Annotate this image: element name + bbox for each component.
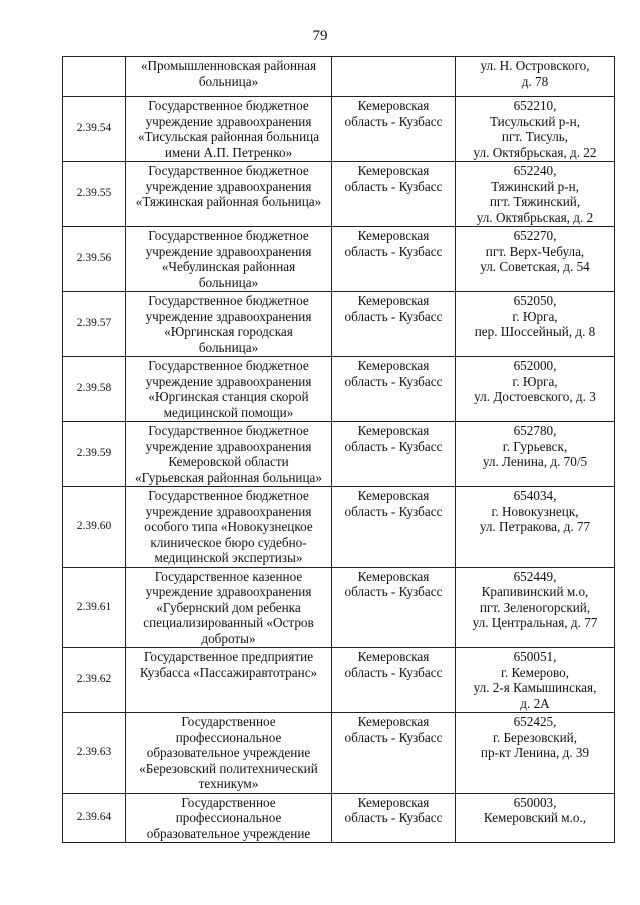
- region-line: Кемеровская: [357, 649, 430, 664]
- organization-name-cell: [126, 357, 332, 422]
- organization-name-line: учреждение здравоохранения: [145, 438, 312, 454]
- organization-name-line: образовательное учреждение: [146, 745, 311, 760]
- address-line: пр-кт Ленина, д. 39: [480, 745, 590, 760]
- region-line: область - Кузбасс: [344, 308, 443, 324]
- region-line: область - Кузбасс: [344, 810, 443, 825]
- organization-name-line: Кемеровской области: [168, 454, 289, 469]
- organization-name-line: Государственное казенное: [154, 568, 303, 584]
- row-number: 2.39.57: [63, 292, 126, 357]
- region-cell: [332, 487, 456, 568]
- address-line: пер. Шоссейный, д. 8: [474, 324, 596, 339]
- address-line: Кемеровский м.о.,: [483, 810, 587, 825]
- row-number: 2.39.61: [63, 567, 126, 648]
- organization-name-line: медицинской экспертизы»: [154, 550, 303, 565]
- region-cell: [332, 227, 456, 292]
- address-line: д. 2А: [520, 695, 550, 711]
- table-row: [63, 97, 615, 162]
- address-line: 652210,: [513, 98, 557, 113]
- organization-name-line: Государственное бюджетное: [148, 98, 309, 113]
- organization-name-line: больница»: [198, 274, 259, 290]
- address-line: г. Кемерово,: [500, 664, 570, 680]
- table-row: [63, 162, 615, 227]
- row-number: 2.39.54: [63, 97, 126, 162]
- organization-name-line: особого типа «Новокузнецкое: [144, 519, 313, 534]
- table-row: [63, 422, 615, 487]
- row-number: 2.39.58: [63, 357, 126, 422]
- organization-name-line: Государственное бюджетное: [148, 228, 309, 243]
- organization-name-line: Государственное: [181, 794, 276, 810]
- address-cell: [456, 793, 615, 843]
- region-line: Кемеровская: [357, 714, 430, 729]
- row-number: 2.39.56: [63, 227, 126, 292]
- organization-name-cell: [126, 227, 332, 292]
- organization-name-line: Государственное бюджетное: [148, 163, 309, 178]
- region-line: Кемеровская: [357, 794, 430, 810]
- address-line: г. Гурьевск,: [502, 438, 568, 454]
- page-number: 79: [312, 28, 328, 44]
- address-line: г. Юрга,: [512, 373, 558, 389]
- address-line: пгт. Тисуль,: [501, 129, 569, 144]
- organization-name-cell: [126, 422, 332, 487]
- address-cell: [456, 97, 615, 162]
- organization-name-cell: [126, 162, 332, 227]
- organization-name-cell: [126, 567, 332, 648]
- address-line: 652000,: [513, 358, 557, 373]
- organization-name-cell: [126, 487, 332, 568]
- organization-name-line: «Тяжинская районная больница»: [135, 194, 322, 209]
- organization-name-line: «Чебулинская районная: [161, 259, 296, 274]
- address-line: ул. Н. Островского,: [480, 58, 590, 73]
- region-line: область - Кузбасс: [344, 243, 443, 259]
- address-line: 650051,: [513, 649, 557, 664]
- address-line: пгт. Зеленогорский,: [479, 599, 591, 615]
- table-row: [63, 793, 615, 843]
- row-number: 2.39.59: [63, 422, 126, 487]
- organization-name-line: специализированный «Остров: [143, 615, 314, 630]
- row-number: 2.39.64: [63, 793, 126, 843]
- row-number: 2.39.55: [63, 162, 126, 227]
- region-line: Кемеровская: [357, 98, 430, 113]
- address-line: г. Юрга,: [512, 308, 558, 324]
- table-row: [63, 227, 615, 292]
- address-cell: [456, 57, 615, 97]
- address-line: д. 78: [521, 73, 549, 89]
- address-line: г. Березовский,: [492, 729, 578, 745]
- row-number: 2.39.63: [63, 713, 126, 794]
- organization-name-line: «Березовский политехнический: [139, 760, 318, 776]
- region-line: область - Кузбасс: [344, 664, 443, 680]
- organization-name-line: техникум»: [198, 776, 259, 791]
- organization-name-line: образовательное учреждение: [146, 825, 311, 841]
- organization-name-cell: [126, 57, 332, 97]
- organization-name-line: «Тисульская районная больница: [137, 129, 320, 144]
- organization-name-line: учреждение здравоохранения: [145, 243, 312, 259]
- table-row: [63, 648, 615, 713]
- region-line: Кемеровская: [357, 423, 430, 438]
- region-cell: [332, 422, 456, 487]
- region-line: Кемеровская: [357, 358, 430, 373]
- organization-name-line: «Юргинская станция скорой: [148, 389, 309, 404]
- organization-name-line: «Губернский дом ребенка: [156, 599, 301, 615]
- organization-name-line: доброты»: [201, 630, 256, 646]
- address-line: Крапивинский м.о,: [481, 584, 589, 599]
- region-line: Кемеровская: [357, 568, 430, 584]
- table-row: [63, 567, 615, 648]
- organization-name-line: Государственное бюджетное: [148, 423, 309, 438]
- region-cell: [332, 357, 456, 422]
- registry-table: [62, 56, 615, 843]
- address-cell: [456, 567, 615, 648]
- organization-name-line: имени А.П. Петренко»: [164, 144, 293, 160]
- region-cell: [332, 292, 456, 357]
- address-line: ул. Октябрьская, д. 2: [476, 209, 594, 225]
- address-line: 652240,: [513, 163, 557, 178]
- address-line: 652780,: [513, 423, 557, 438]
- table-row: [63, 487, 615, 568]
- region-line: область - Кузбасс: [344, 729, 443, 745]
- address-line: ул. Советская, д. 54: [480, 259, 590, 274]
- organization-name-line: учреждение здравоохранения: [145, 113, 312, 129]
- organization-name-line: профессиональное: [175, 810, 282, 825]
- address-cell: [456, 713, 615, 794]
- address-line: г. Новокузнецк,: [491, 503, 579, 519]
- organization-name-line: учреждение здравоохранения: [145, 373, 312, 389]
- region-line: область - Кузбасс: [344, 503, 443, 519]
- table-row: [63, 713, 615, 794]
- address-line: Тяжинский р-н,: [491, 178, 579, 194]
- address-cell: [456, 648, 615, 713]
- address-line: 652425,: [513, 714, 557, 729]
- address-line: Тисульский р-н,: [489, 113, 581, 129]
- organization-name-line: больница»: [198, 73, 259, 89]
- row-number: [63, 57, 126, 97]
- address-cell: [456, 487, 615, 568]
- address-line: пгт. Верх-Чебула,: [485, 243, 585, 259]
- region-cell: [332, 97, 456, 162]
- organization-name-line: «Промышленновская районная: [140, 58, 317, 73]
- region-line: Кемеровская: [357, 293, 430, 308]
- region-line: Кемеровская: [357, 488, 430, 503]
- region-cell: [332, 57, 456, 97]
- table-row: [63, 292, 615, 357]
- organization-name-line: клиническое бюро судебно-: [150, 534, 307, 550]
- organization-name-line: больница»: [198, 339, 259, 355]
- organization-name-cell: [126, 648, 332, 713]
- region-line: Кемеровская: [357, 228, 430, 243]
- region-line: область - Кузбасс: [344, 584, 443, 599]
- organization-name-line: учреждение здравоохранения: [145, 178, 312, 194]
- address-cell: [456, 292, 615, 357]
- address-cell: [456, 422, 615, 487]
- address-line: ул. Ленина, д. 70/5: [482, 454, 588, 469]
- address-line: 654034,: [513, 488, 557, 503]
- organization-name-line: Кузбасса «Пассажиравтотранс»: [139, 664, 318, 680]
- organization-name-cell: [126, 97, 332, 162]
- region-cell: [332, 713, 456, 794]
- region-cell: [332, 567, 456, 648]
- region-cell: [332, 793, 456, 843]
- organization-name-line: учреждение здравоохранения: [145, 503, 312, 519]
- address-line: пгт. Тяжинский,: [489, 194, 581, 209]
- organization-name-cell: [126, 793, 332, 843]
- organization-name-line: медицинской помощи»: [163, 404, 294, 420]
- organization-name-line: Государственное предприятие: [143, 649, 314, 664]
- address-line: ул. Центральная, д. 77: [472, 615, 598, 630]
- organization-name-line: учреждение здравоохранения: [145, 584, 312, 599]
- organization-name-line: «Юргинская городская: [164, 324, 293, 339]
- address-line: ул. Октябрьская, д. 22: [473, 144, 597, 160]
- address-line: 652449,: [513, 568, 557, 584]
- row-number: 2.39.62: [63, 648, 126, 713]
- address-line: 652050,: [513, 293, 557, 308]
- registry-table-body: [63, 57, 615, 843]
- organization-name-line: Государственное бюджетное: [148, 293, 309, 308]
- address-line: ул. Петракова, д. 77: [479, 519, 591, 534]
- region-cell: [332, 648, 456, 713]
- organization-name-cell: [126, 292, 332, 357]
- organization-name-cell: [126, 713, 332, 794]
- table-row: [63, 357, 615, 422]
- region-line: область - Кузбасс: [344, 373, 443, 389]
- organization-name-line: Государственное бюджетное: [148, 358, 309, 373]
- organization-name-line: «Гурьевская районная больница»: [135, 469, 322, 485]
- region-cell: [332, 162, 456, 227]
- address-line: 652270,: [513, 228, 557, 243]
- region-line: Кемеровская: [357, 163, 430, 178]
- row-number: 2.39.60: [63, 487, 126, 568]
- table-row: [63, 57, 615, 97]
- address-line: 650003,: [513, 794, 557, 810]
- address-cell: [456, 227, 615, 292]
- address-cell: [456, 357, 615, 422]
- organization-name-line: Государственное бюджетное: [148, 488, 309, 503]
- region-line: область - Кузбасс: [344, 178, 443, 194]
- organization-name-line: профессиональное: [175, 729, 282, 745]
- address-line: ул. Достоевского, д. 3: [474, 389, 596, 404]
- region-line: область - Кузбасс: [344, 113, 443, 129]
- address-cell: [456, 162, 615, 227]
- region-line: область - Кузбасс: [344, 438, 443, 454]
- organization-name-line: учреждение здравоохранения: [145, 308, 312, 324]
- organization-name-line: Государственное: [181, 714, 276, 729]
- address-line: ул. 2-я Камышинская,: [473, 680, 597, 695]
